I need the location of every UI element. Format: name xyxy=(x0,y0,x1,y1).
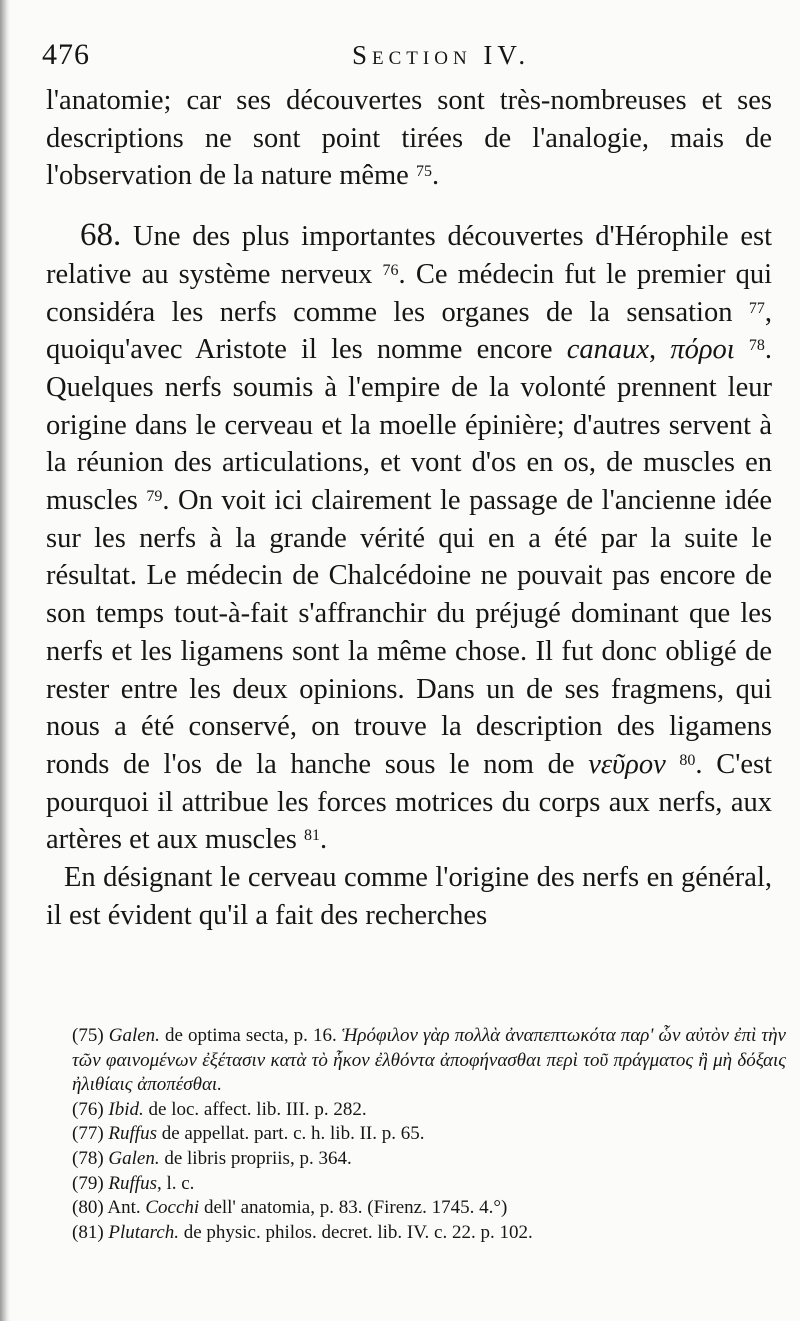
footnote-75: (75) Galen. de optima secta, p. 16. Ἡρόφιλον γὰρ πολλὰ ἀναπεπτωκότα παρ' ὧν αὐτὸν ἐπὶ τὴν τῶν φαινομένων ἐξέτασιν κατὰ τὸ ἧκον ἐλθόντα ἀποφήνασθαι περὶ τοῦ πράγματος ἢ μὴ δόξαις ἠλιθίαις ἀποπέσθαι. xyxy=(72,1025,786,1096)
footnote-78: (78) Galen. de libris propriis, p. 364. xyxy=(72,1147,352,1169)
footnote-ref: 81 xyxy=(303,827,320,845)
footnote-ref: 80 xyxy=(679,751,696,769)
paragraph-continued: l'anatomie; car ses découvertes sont très-nombreuses et ses descriptions ne sont point tirées de l'analogie, mais de l'observation de la nature même $^{75}$. xyxy=(46,85,772,192)
greek-quote: Ἡρόφιλον γὰρ πολλὰ ἀναπεπτωκότα παρ' ὧν αὐτὸν ἐπὶ τὴν τῶν φαινομένων ἐξέτασιν κατὰ τὸ ἧκον ἐλθόντα ἀποφήνασθαι περὶ τοῦ πράγματος ἢ μὴ δόξαις ἠλιθίαις ἀποπέσθαι. xyxy=(72,1025,786,1096)
page-gutter-shadow xyxy=(0,0,10,1321)
footnote-81: (81) Plutarch. de physic. philos. decret. lib. IV. c. 22. p. 102. xyxy=(72,1221,533,1243)
footnote-76: (76) Ibid. de loc. affect. lib. III. p. 282. xyxy=(72,1098,367,1120)
footnote-ref: 75 xyxy=(415,163,432,181)
footnote-80: (80) Ant. Cocchi dell' anatomia, p. 83. (Firenz. 1745. 4.°) xyxy=(72,1197,508,1219)
paragraph-68: 68. Une des plus importantes découvertes d'Hérophile est relative au système nerveux $^{76}$. Ce médecin fut le premier qui considéra les nerfs comme les organes de la sensation $^{77}$, quoiqu'avec Aristote il les nomme encore canaux, πόροι $^{78}$. Quelques nerfs soumis à l'empire de la volonté prennent leur origine dans le cerveau et la moelle épinière; d'autres servent à la réunion des articulations, et vont d'os en os, de muscles en muscles $^{79}$. On voit ici clairement le passage de l'ancienne idée sur les nerfs à la grande vérité qui en a été par la suite le résultat. Le médecin de Chalcédoine ne pouvait pas encore de son temps tout-à-fait s'affranchir du préjugé dominant que les nerfs et les ligamens sont la même chose. Il fut donc obligé de rester entre les deux opinions. Dans un de ses fragmens, qui nous a été conservé, on trouve la description des ligamens ronds de l'os de la hanche sous le nom de νεῦρον $^{80}$. C'est pourquoi il attribue les forces motrices du corps aux nerfs, aux artères et aux muscles $^{81}$. xyxy=(46,217,773,856)
running-head: Section IV. xyxy=(352,40,531,70)
paragraph-next: En désignant le cerveau comme l'origine des nerfs en général, il est évident qu'il a fait des recherches xyxy=(46,862,772,931)
footnote-77: (77) Ruffus de appellat. part. c. h. lib. II. p. 65. xyxy=(72,1123,425,1145)
footnote-ref: 77 xyxy=(748,299,765,317)
italic-term: canaux xyxy=(566,334,650,366)
footnotes xyxy=(72,1024,786,1245)
page-header xyxy=(42,38,782,78)
footnote-79: (79) Ruffus, l. c. xyxy=(72,1172,195,1194)
greek-term: νεῦρον xyxy=(588,748,666,780)
greek-term: πόροι xyxy=(670,334,735,366)
footnote-ref: 79 xyxy=(146,488,163,506)
main-text xyxy=(46,82,772,934)
page-number: 476 xyxy=(42,38,90,71)
footnote-ref: 78 xyxy=(748,337,765,355)
footnote-ref: 76 xyxy=(382,261,399,279)
section-number: 68. xyxy=(80,217,122,254)
